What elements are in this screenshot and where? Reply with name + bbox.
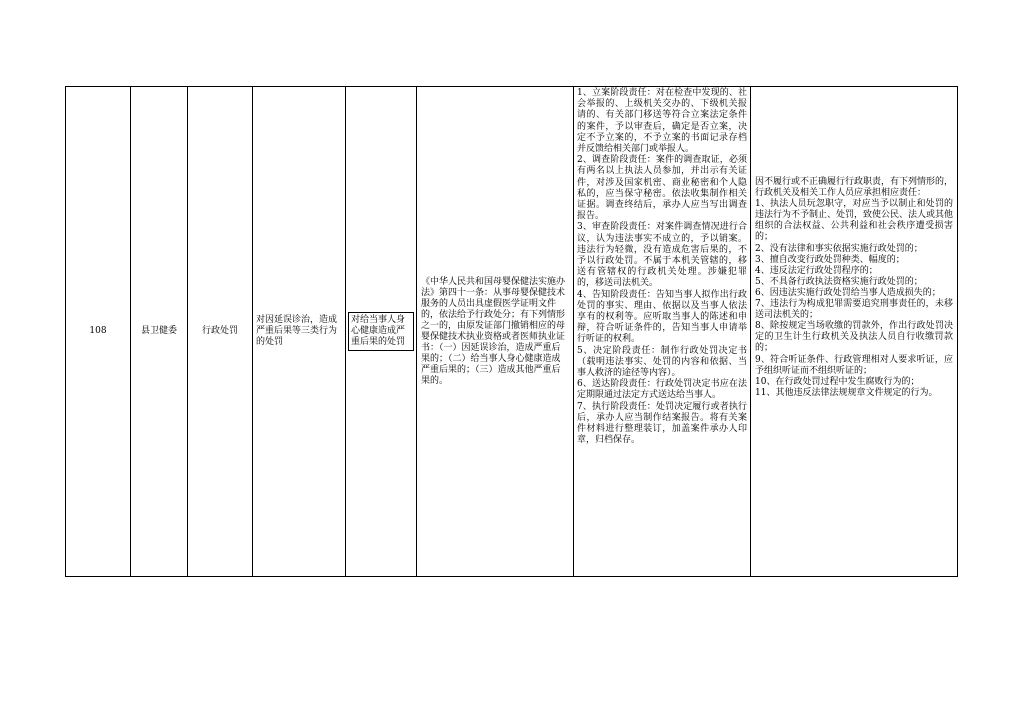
liability-list xyxy=(751,87,957,399)
responsibilities-list xyxy=(574,87,750,448)
responsibilities-cell xyxy=(574,87,751,577)
liability-item: 11、其他违反法律法规规章文件规定的行为。 xyxy=(755,387,938,398)
liability-item: 9、符合听证条件、行政管理相对人要求听证，应予组织听证而不组织听证的； xyxy=(755,354,953,376)
legal-basis-cell: 《中华人民共和国母婴保健法实施办法》第四十一条：从事母婴保健技术服务的人员出具虚假医学证明文件的，依法给予行政处分；有下列情形之一的，由原发证部门撤销相应的母婴保健技术执业资格或者医师执业证书：（一）因延误诊治，造成严重后果的；（二）给当事人身心健康造成严重后果的；（三）造成其他严重后果的。 xyxy=(417,87,574,577)
liability-item: 8、除按规定当场收缴的罚款外，作出行政处罚决定的卫生计生行政机关及执法人员自行收缴罚款的； xyxy=(755,321,953,354)
sub-item-cell xyxy=(346,87,417,577)
responsibility-item: 7、执行阶段责任：处罚决定履行或者执行后，承办人应当制作结案报告。将有关案件材料进行整理装订，加盖案件承办人印章，归档保存。 xyxy=(577,401,747,446)
responsibility-item: 1、立案阶段责任：对在检查中发现的、社会举报的、上级机关交办的、下级机关报请的、有关部门移送等符合立案法定条件的案件，予以审查后，确定是否立案，决定不予立案的，不予立案的书面记录存档并反馈给相关部门或举报人。 xyxy=(577,88,747,155)
liability-item: 5、不具备行政执法资格实施行政处罚的； xyxy=(755,276,923,287)
department-cell: 县卫健委 xyxy=(131,87,188,577)
responsibility-item: 4、告知阶段责任：告知当事人拟作出行政处罚的事实、理由、依据以及当事人依法享有的权利等。应听取当事人的陈述和申辩，符合听证条件的，告知当事人申请举行听证的权利。 xyxy=(577,289,747,345)
responsibility-item: 2、调查阶段责任：案件的调查取证，必须有两名以上执法人员参加，并出示有关证件，对涉及国家机密、商业秘密和个人隐私的，应当保守秘密。依法收集制作相关证据。调查终结后，承办人应当写出调查报告。 xyxy=(577,155,747,222)
liability-item: 因不履行或不正确履行行政职责，有下列情形的，行政机关及相关工作人员应承担相应责任： xyxy=(755,177,954,199)
liability-cell xyxy=(751,87,958,577)
liability-item: 1、执法人员玩忽职守，对应当予以制止和处罚的违法行为不予制止、处罚，致使公民、法人或其他组织的合法权益、公共利益和社会秩序遭受损害的； xyxy=(755,199,954,243)
liability-item: 7、违法行为构成犯罪需要追究刑事责任的，未移送司法机关的； xyxy=(755,299,953,321)
responsibility-item: 3、审查阶段责任：对案件调查情况进行合议，认为违法事实不成立的，予以销案。违法行为轻微，没有造成危害后果的，不予以行政处罚。不属于本机关管辖的，移送有管辖权的行政机关处理。涉嫌犯罪的，移送司法机关。 xyxy=(577,222,747,289)
item-name-cell: 对因延误诊治，造成严重后果等三类行为的处罚 xyxy=(253,87,346,577)
sub-item-text: 对给当事人身心健康造成严重后果的处罚 xyxy=(348,312,414,351)
liability-item: 3、擅自改变行政处罚种类、幅度的； xyxy=(755,254,905,265)
liability-item: 4、违反法定行政处罚程序的； xyxy=(755,265,878,276)
liability-item: 10、在行政处罚过程中发生腐败行为的； xyxy=(755,376,920,387)
liability-item: 2、没有法律和事实依据实施行政处罚的； xyxy=(755,243,923,254)
liability-item: 6、因违法实施行政处罚给当事人造成损失的； xyxy=(755,287,941,298)
responsibility-item: 6、送达阶段责任：行政处罚决定书应在法定期限通过法定方式送达给当事人。 xyxy=(577,379,747,401)
powers-table xyxy=(65,86,958,577)
category-cell: 行政处罚 xyxy=(188,87,253,577)
row-number: 108 xyxy=(66,87,131,577)
table-row xyxy=(66,87,958,577)
responsibility-item: 5、决定阶段责任：制作行政处罚决定书（载明违法事实、处罚的内容和依据、当事人救济的途径等内容）。 xyxy=(577,345,747,379)
